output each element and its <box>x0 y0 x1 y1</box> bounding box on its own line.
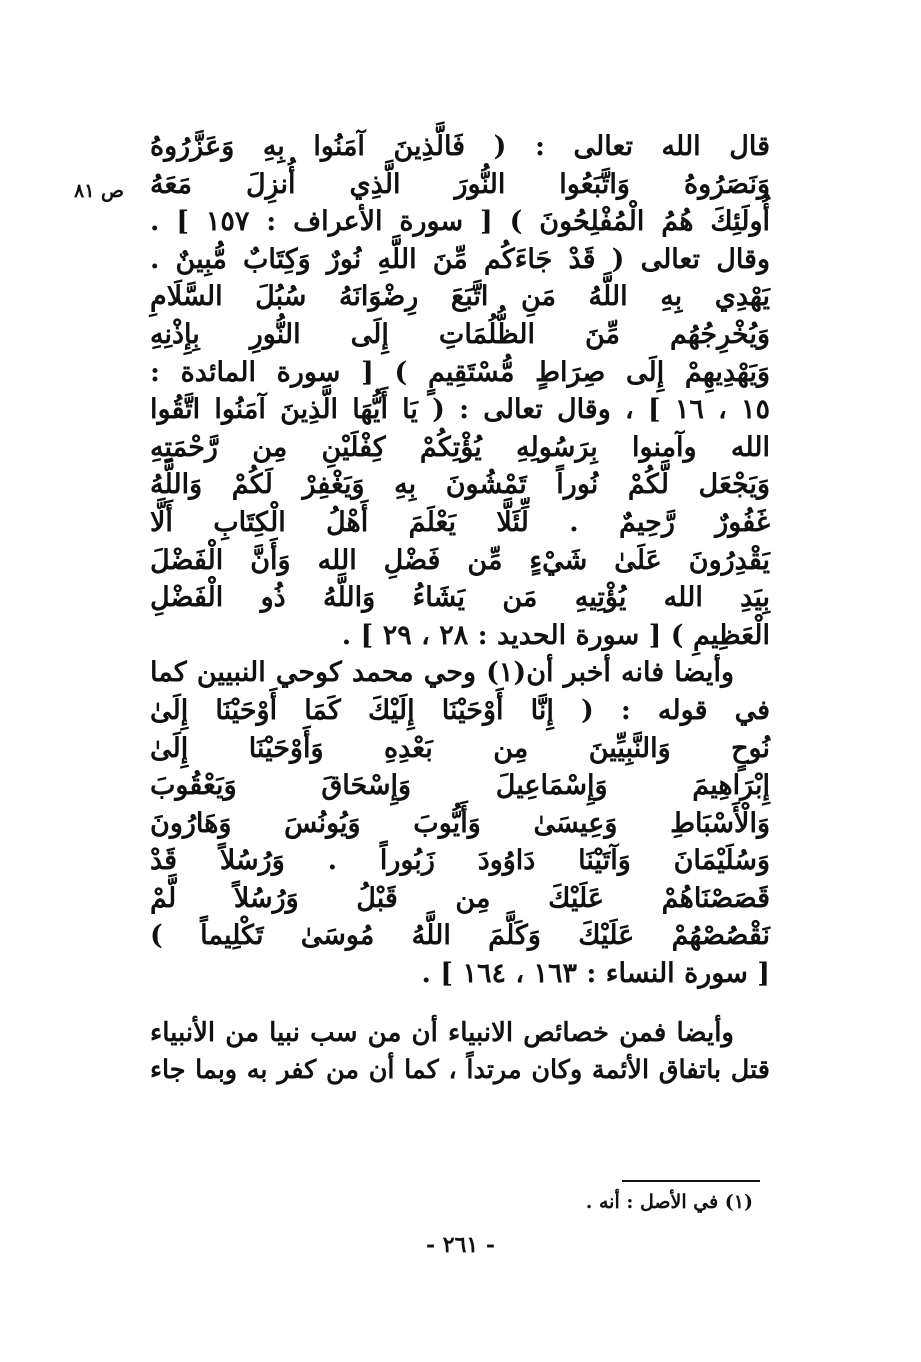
paragraph-spacer <box>150 993 770 1015</box>
text-line: وَسُلَيْمَانَ وَآتَيْنَا دَاوُودَ زَبُوراً . وَرُسُلاً قَدْ <box>150 845 770 877</box>
paragraph-2 <box>150 654 770 992</box>
text-line: وأيضا فانه أخبر أن(١) وحي محمد كوحي النبيين كما <box>150 657 734 689</box>
text-line: الْعَظِيمِ ) [ سورة الحديد : ٢٨ ، ٢٩ ] . <box>341 619 770 651</box>
paragraph-1 <box>150 128 770 654</box>
main-text <box>150 128 770 1090</box>
text-line: نُوحٍ وَالنَّبِيِّينَ مِن بَعْدِهِ وَأَوْحَيْنَا إِلَىٰ <box>150 732 770 764</box>
text-line: أُولَئِكَ هُمُ الْمُفْلِحُونَ ) [ سورة الأعراف : ١٥٧ ] . <box>150 206 770 238</box>
paragraph-3 <box>150 1015 770 1090</box>
text-line: في قوله : ( إِنَّا أَوْحَيْنَا إِلَيْكَ كَمَا أَوْحَيْنَا إِلَىٰ <box>150 694 770 726</box>
text-line: ١٥ ، ١٦ ] ، وقال تعالى : ( يَا أَيُّهَا الَّذِينَ آمَنُوا اتَّقُوا <box>150 394 771 426</box>
text-line: وَيَجْعَل لَّكُمْ نُوراً تَمْشُونَ بِهِ وَيَغْفِرْ لَكُمْ وَاللَّهُ <box>150 469 770 501</box>
text-line: وَيُخْرِجُهُم مِّنَ الظُّلُمَاتِ إِلَى النُّورِ بِإِذْنِهِ <box>150 318 770 350</box>
text-line: وقال تعالى ( قَدْ جَاءَكُم مِّنَ اللَّهِ نُورٌ وَكِتَابٌ مُّبِينٌ . <box>150 243 770 275</box>
text-line: وَالْأَسْبَاطِ وَعِيسَىٰ وَأَيُّوبَ وَيُونُسَ وَهَارُونَ <box>150 807 770 839</box>
text-line: إِبْرَاهِيمَ وَإِسْمَاعِيلَ وَإِسْحَاقَ وَيَعْقُوبَ <box>150 770 770 802</box>
margin-page-reference: ص ٨١ <box>74 180 125 202</box>
footnote-divider <box>622 1180 760 1182</box>
text-line: قتل باتفاق الأئمة وكان مرتداً ، كما أن من كفر به وبما جاء <box>150 1055 770 1086</box>
page-number: - ٢٦١ - <box>425 1232 496 1258</box>
footnote: (١) في الأصل : أنه . <box>585 1191 753 1213</box>
text-line: الله وآمنوا بِرَسُولِهِ يُؤْتِكُمْ كِفْلَيْنِ مِن رَّحْمَتِهِ <box>150 431 770 463</box>
text-line: وَيَهْدِيهِمْ إِلَى صِرَاطٍ مُّسْتَقِيمٍ ) [ سورة المائدة : <box>150 356 770 388</box>
text-line: بِيَدِ الله يُؤْتِيهِ مَن يَشَاءُ وَاللَّهُ ذُو الْفَضْلِ <box>150 582 770 614</box>
text-line: يَقْدِرُونَ عَلَىٰ شَيْءٍ مِّن فَضْلِ الله وَأَنَّ الْفَضْلَ <box>150 544 770 576</box>
text-line: يَهْدِي بِهِ اللَّهُ مَنِ اتَّبَعَ رِضْوَانَهُ سُبُلَ السَّلَامِ <box>150 281 770 313</box>
text-line: وأيضا فمن خصائص الانبياء أن من سب نبيا من الأنبياء <box>150 1017 734 1048</box>
text-line: نَقْصُصْهُمْ عَلَيْكَ وَكَلَّمَ اللَّهُ مُوسَىٰ تَكْلِيماً ) <box>150 920 770 952</box>
text-line: وَنَصَرُوهُ وَاتَّبَعُوا النُّورَ الَّذِي أُنزِلَ مَعَهُ <box>150 168 770 200</box>
text-line: قَصَصْنَاهُمْ عَلَيْكَ مِن قَبْلُ وَرُسُلاً لَّمْ <box>150 882 770 914</box>
text-line: [ سورة النساء : ١٦٣ ، ١٦٤ ] . <box>421 958 770 990</box>
text-line: غَفُورٌ رَّحِيمٌ . لِّئَلَّا يَعْلَمَ أَهْلُ الْكِتَابِ أَلَّا <box>150 506 770 538</box>
text-line: قال الله تعالى : ( فَالَّذِينَ آمَنُوا بِهِ وَعَزَّرُوهُ <box>150 131 770 162</box>
